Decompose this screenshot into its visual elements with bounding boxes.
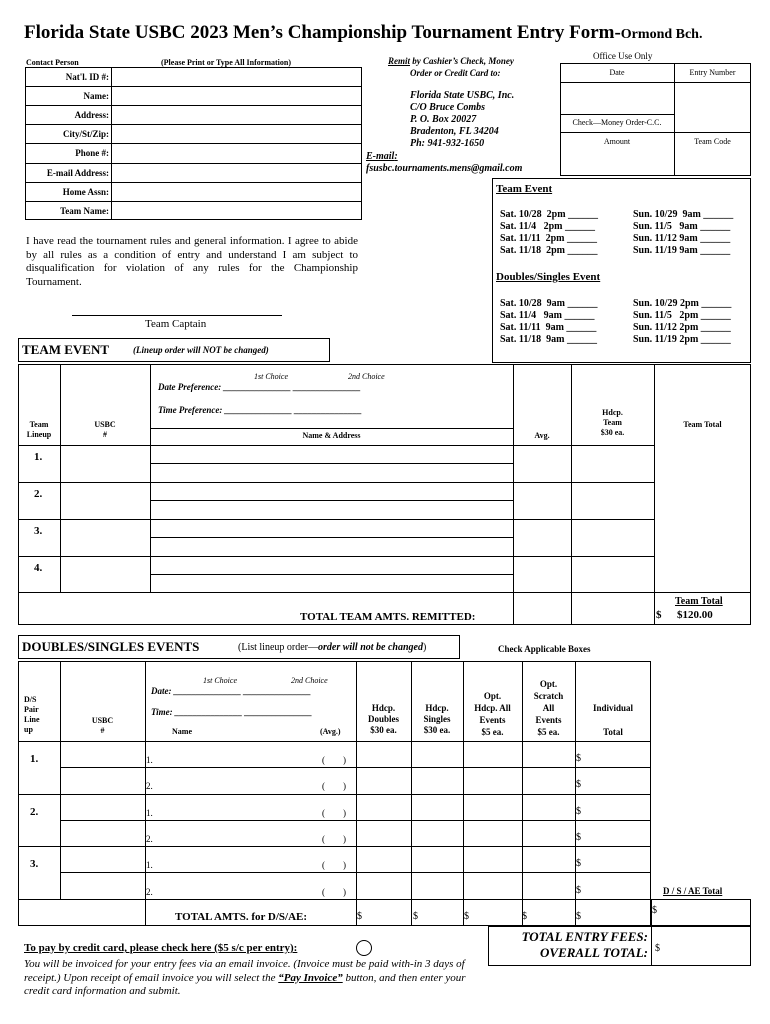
contact-field-input[interactable] [112, 87, 360, 104]
ds-pair-number: 2. [30, 805, 39, 818]
ds-name-input[interactable] [154, 796, 319, 818]
ds-singles-box[interactable] [412, 768, 462, 792]
ds-opt-hdcp-box[interactable] [464, 795, 521, 819]
team-usbc-input[interactable] [61, 483, 149, 518]
team-event-title: TEAM EVENT [22, 342, 110, 357]
ds-name-input[interactable] [154, 875, 319, 897]
check-applicable-boxes: Check Applicable Boxes [498, 644, 591, 654]
ds-total-dollar: $ [576, 911, 581, 922]
schedule-slot-sat[interactable]: Sat. 11/11 2pm ______ [500, 233, 597, 244]
schedule-slot-sun[interactable]: Sun. 11/5 2pm ______ [633, 310, 731, 321]
team-address-input[interactable] [151, 464, 512, 481]
ds-name-input[interactable] [154, 743, 319, 765]
ds-individual-header: Individual Total [592, 703, 634, 737]
credit-card-label: To pay by credit card, please check here ($5 s/c per entry): [24, 942, 298, 954]
team-name-input[interactable] [151, 446, 512, 463]
total-entry-fees-label: TOTAL ENTRY FEES: [521, 929, 648, 944]
contact-field-label: Name: [83, 91, 109, 102]
ds-opt-hdcp-box[interactable] [464, 768, 521, 792]
schedule-slot-sun[interactable]: Sun. 11/12 2pm ______ [633, 322, 731, 333]
ds-name-input[interactable] [154, 848, 319, 870]
contact-field-label: E-mail Address: [46, 167, 109, 178]
schedule-slot-sat[interactable]: Sat. 11/18 2pm ______ [500, 245, 598, 256]
email-label: E-mail: [366, 151, 398, 162]
ds-scratch-box[interactable] [523, 768, 574, 792]
team-total-value: $120.00 [677, 609, 713, 621]
ds-usbc-input[interactable] [61, 742, 144, 792]
ds-avg-paren: ( ) [322, 860, 346, 871]
ds-total-dollar: $ [357, 911, 362, 922]
ds-doubles-box[interactable] [357, 795, 410, 819]
ds-total-dollar: $ [413, 911, 418, 922]
agreement-text: I have read the tournament rules and general information. I agree to abide by all rules as a condition of entry and understand I am subject to disqualification for violation of any rules for the Championship Tournament. [26, 235, 358, 288]
team-avg-input[interactable] [514, 446, 570, 481]
schedule-slot-sun[interactable]: Sun. 11/12 9am ______ [633, 233, 731, 244]
team-lineup-header: Team Lineup [26, 420, 52, 439]
contact-field-input[interactable] [112, 125, 360, 142]
ds-bowler-number: 2. [146, 781, 153, 792]
ds-first-choice: 1st Choice [203, 676, 237, 685]
ds-ae-total-box [651, 899, 751, 926]
office-entry-number: Entry Number [689, 68, 736, 77]
ds-opt-hdcp-header: Opt. Hdcp. All Events $5 ea. [474, 691, 511, 737]
team-usbc-header: USBC # [94, 420, 116, 439]
team-hdcp-input[interactable] [572, 557, 653, 592]
credit-card-note: You will be invoiced for your entry fees via an email invoice. (Invoice must be paid with-in 3 days of receipt.) Upon receipt of email invoice you will select the “Pay Invoice” button, and then enter your credit card information and submit. [24, 958, 466, 997]
ds-total-label: TOTAL AMTS. for D/S/AE: [175, 911, 308, 923]
remit-line1: Remit by Cashier’s Check, Money [388, 56, 514, 66]
ds-singles-box[interactable] [412, 821, 462, 845]
team-captain-label: Team Captain [145, 318, 207, 330]
remit-address-5: Ph: 941-932-1650 [410, 138, 485, 149]
schedule-slot-sun[interactable]: Sun. 11/19 2pm ______ [633, 334, 731, 345]
team-address-input[interactable] [151, 575, 512, 592]
team-lineup-number: 1. [34, 451, 43, 463]
ds-avg-paren: ( ) [322, 755, 346, 765]
ds-doubles-box[interactable] [357, 821, 410, 845]
team-name-input[interactable] [151, 520, 512, 537]
ds-bowler-number: 1. [146, 755, 153, 765]
ds-singles-box[interactable] [412, 874, 462, 898]
ds-opt-hdcp-box[interactable] [464, 742, 521, 766]
contact-field-input[interactable] [112, 202, 360, 219]
ds-ae-total-label: D / S / AE Total [663, 886, 723, 896]
office-use-title: Office Use Only [593, 51, 653, 61]
ds-individual-dollar: $ [576, 858, 581, 870]
ds-singles-box[interactable] [412, 742, 462, 766]
ds-individual-dollar: $ [576, 753, 581, 764]
ds-scratch-box[interactable] [523, 821, 574, 845]
ds-singles-box[interactable] [412, 847, 462, 871]
contact-field-input[interactable] [112, 106, 360, 123]
ds-doubles-box[interactable] [357, 768, 410, 792]
contact-field-label: Nat'l. ID #: [65, 72, 109, 82]
team-avg-input[interactable] [514, 557, 570, 592]
ds-individual-dollar: $ [576, 805, 581, 817]
team-avg-header: Avg. [534, 431, 550, 440]
remit-line2: Order or Credit Card to: [410, 68, 501, 78]
contact-field-input[interactable] [112, 68, 360, 85]
ds-opt-hdcp-box[interactable] [464, 874, 521, 898]
team-lineup-number: 3. [34, 525, 43, 537]
contact-field-label: Team Name: [60, 205, 109, 216]
ds-avg-paren: ( ) [322, 886, 346, 897]
schedule-slot-sat[interactable]: Sat. 10/28 9am ______ [500, 298, 598, 309]
ds-usbc-input[interactable] [61, 847, 144, 897]
schedule-slot-sat[interactable]: Sat. 11/4 9am ______ [500, 310, 595, 321]
overall-total-dollar[interactable]: $ [655, 943, 660, 954]
ds-bowler-number: 1. [146, 860, 153, 871]
team-name-input[interactable] [151, 557, 512, 574]
ds-pair-number: 1. [30, 753, 39, 765]
contact-field-input[interactable] [112, 164, 360, 181]
team-lineup-number: 2. [34, 488, 43, 500]
ds-opt-scratch-header: Opt. Scratch All Events $5 ea. [533, 679, 564, 737]
team-time-preference[interactable]: Time Preference: _______________ _______________ [158, 405, 362, 415]
ds-individual-dollar: $ [576, 779, 581, 791]
ds-name-header: Name [172, 727, 192, 736]
ds-doubles-box[interactable] [357, 874, 410, 898]
team-usbc-input[interactable] [61, 557, 149, 592]
captain-signature-line[interactable] [72, 315, 282, 316]
team-name-input[interactable] [151, 483, 512, 500]
ds-ae-total-dollar: $ [652, 905, 657, 916]
team-hdcp-header: Hdcp. Team $30 ea. [600, 408, 625, 437]
team-hdcp-input[interactable] [572, 520, 653, 555]
contact-field-label: City/St/Zip: [62, 129, 109, 140]
ds-pair-header: D/S Pair Line up [24, 695, 40, 734]
ds-title: DOUBLES/SINGLES EVENTS [22, 639, 200, 654]
schedule-slot-sat[interactable]: Sat. 11/11 9am ______ [500, 322, 597, 333]
ds-singles-header: Hdcp. Singles $30 ea. [423, 703, 451, 735]
ds-scratch-box[interactable] [523, 742, 574, 766]
title-main: Florida State USBC 2023 Men’s Championship Tournament Entry Form- [24, 22, 621, 43]
ds-doubles-box[interactable] [357, 847, 410, 871]
ds-scratch-box[interactable] [523, 847, 574, 871]
ds-date-preference[interactable]: Date: _______________ _______________ [151, 686, 311, 696]
office-team-code: Team Code [694, 137, 731, 146]
ds-time-preference[interactable]: Time: _______________ _______________ [151, 707, 313, 717]
ds-avg-paren: ( ) [322, 833, 346, 844]
ds-avg-paren: ( ) [322, 807, 346, 818]
schedule-slot-sun[interactable]: Sun. 11/19 9am ______ [633, 245, 731, 256]
ds-doubles-header: Hdcp. Doubles $30 ea. [367, 703, 399, 735]
team-total-header: Team Total [683, 420, 722, 429]
ds-individual-dollar: $ [576, 831, 581, 843]
ds-bowler-number: 2. [146, 886, 153, 897]
team-second-choice: 2nd Choice [348, 372, 385, 381]
contact-field-label: Address: [74, 110, 109, 121]
team-hdcp-input[interactable] [572, 446, 653, 481]
team-total-label: Team Total [675, 596, 723, 607]
ds-second-choice: 2nd Choice [291, 676, 328, 685]
schedule-slot-sun[interactable]: Sun. 10/29 2pm ______ [633, 298, 732, 309]
office-payment: Check—Money Order-C.C. [572, 118, 662, 127]
ds-avg-paren: ( ) [322, 781, 346, 792]
team-total-dollar: $ [656, 609, 662, 621]
ds-doubles-box[interactable] [357, 742, 410, 766]
remit-address-4: Bradenton, FL 34204 [410, 126, 499, 137]
total-team-remitted-label: TOTAL TEAM AMTS. REMITTED: [300, 611, 476, 623]
form-title [24, 22, 702, 44]
print-note: (Please Print or Type All Information) [161, 58, 291, 67]
team-avg-input[interactable] [514, 520, 570, 555]
team-usbc-input[interactable] [61, 446, 149, 481]
team-usbc-input[interactable] [61, 520, 149, 555]
ds-singles-box[interactable] [412, 795, 462, 819]
contact-field-input[interactable] [112, 183, 360, 200]
overall-total-label: OVERALL TOTAL: [540, 945, 648, 960]
ds-name-input[interactable] [154, 769, 319, 791]
ds-subtitle: (List lineup order—order will not be changed) [238, 642, 427, 653]
team-date-preference[interactable]: Date Preference: _______________ _______________ [158, 382, 361, 392]
schedule-slot-sun[interactable]: Sun. 10/29 9am ______ [633, 209, 734, 220]
team-first-choice: 1st Choice [254, 372, 288, 381]
office-date: Date [609, 68, 625, 77]
schedule-slot-sat[interactable]: Sat. 10/28 2pm ______ [500, 209, 599, 220]
ds-opt-hdcp-box[interactable] [464, 847, 521, 871]
team-avg-input[interactable] [514, 483, 570, 518]
ds-avg-header: (Avg.) [320, 727, 341, 736]
ds-pair-number: 3. [30, 858, 39, 871]
ds-total-dollar: $ [522, 911, 527, 922]
ds-usbc-header: USBC # [91, 716, 114, 735]
office-amount: Amount [603, 137, 631, 146]
schedule-slot-sat[interactable]: Sat. 11/18 9am ______ [500, 334, 597, 345]
team-event-schedule-title: Team Event [496, 183, 553, 195]
team-address-input[interactable] [151, 538, 512, 555]
ds-opt-hdcp-box[interactable] [464, 821, 521, 845]
ds-event-schedule-title: Doubles/Singles Event [496, 271, 601, 283]
ds-bowler-number: 1. [146, 807, 153, 818]
ds-usbc-input[interactable] [61, 795, 144, 845]
remit-address-2: C/O Bruce Combs [410, 102, 486, 113]
email-address[interactable]: fsusbc.tournaments.mens@gmail.com [366, 163, 523, 174]
remit-address-3: P. O. Box 20027 [410, 114, 477, 125]
team-lineup-number: 4. [34, 562, 43, 574]
ds-scratch-box[interactable] [523, 795, 574, 819]
schedule-slot-sun[interactable]: Sun. 11/5 9am ______ [633, 221, 731, 232]
ds-bowler-number: 2. [146, 833, 153, 844]
team-name-header: Name & Address [302, 431, 361, 440]
team-event-subtitle: (Lineup order will NOT be changed) [133, 345, 269, 355]
contact-field-label: Home Assn: [62, 186, 109, 197]
ds-total-dollar: $ [464, 911, 469, 922]
team-address-input[interactable] [151, 501, 512, 518]
ds-scratch-box[interactable] [523, 874, 574, 898]
contact-field-input[interactable] [112, 144, 360, 161]
schedule-slot-sat[interactable]: Sat. 11/4 2pm ______ [500, 221, 596, 232]
ds-name-input[interactable] [154, 822, 319, 844]
contact-field-label: Phone #: [75, 148, 109, 159]
ds-individual-dollar: $ [576, 884, 581, 896]
contact-person-label: Contact Person [26, 58, 79, 67]
credit-card-checkbox[interactable] [356, 940, 372, 956]
team-hdcp-input[interactable] [572, 483, 653, 518]
remit-address-1: Florida State USBC, Inc. [410, 90, 515, 101]
title-location: Ormond Bch. [620, 27, 703, 42]
